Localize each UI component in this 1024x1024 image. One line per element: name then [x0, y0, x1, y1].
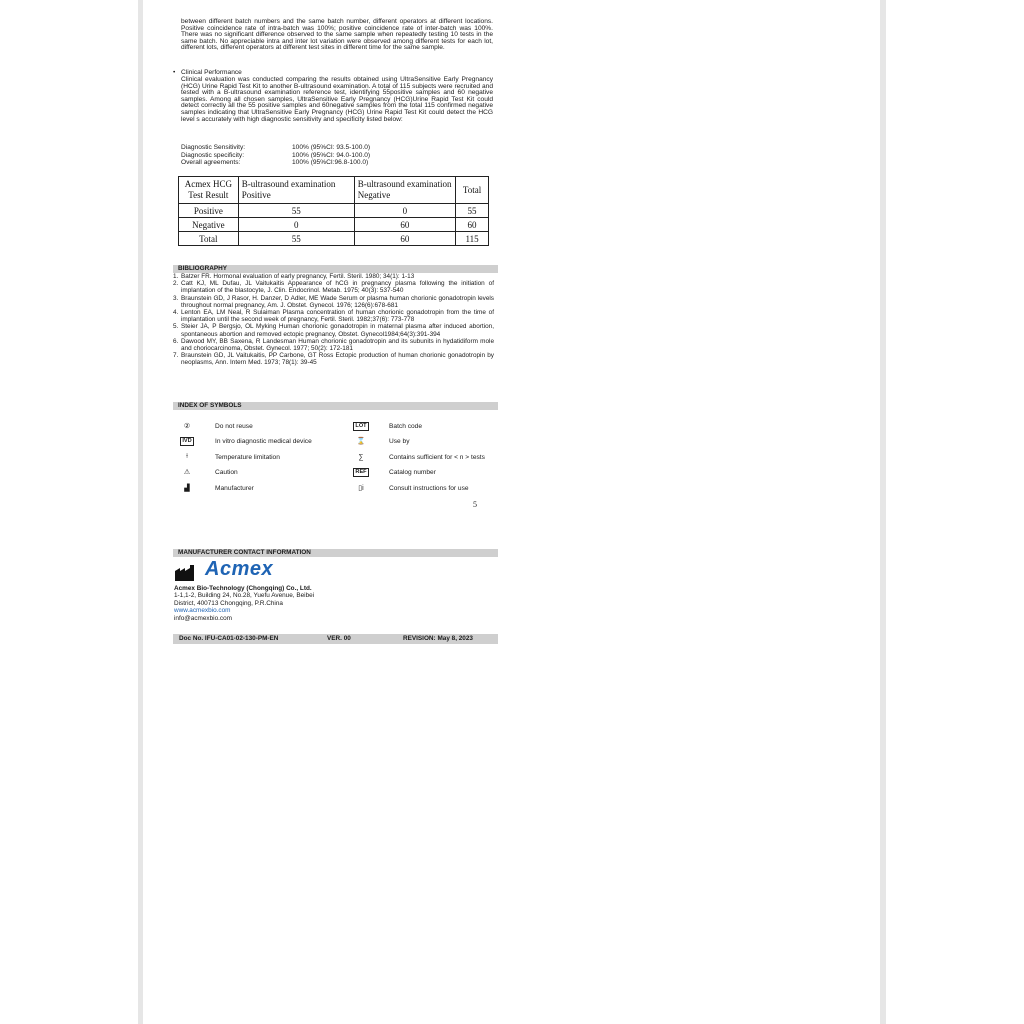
table-row: Positive 55 0 55 [179, 204, 489, 218]
clinical-heading: • Clinical Performance [173, 69, 242, 76]
lot-icon: LOT [355, 422, 367, 429]
list-item: 4. Lenton EA, LM Neal, R Sulaiman Plasma concentration of human chorionic gonadotropin from the time of implantation until the second week of pregnancy, Fertil. Steril. 1982;37(6): 773-778 [173, 309, 494, 324]
tests-icon: ∑ [358, 453, 364, 461]
clinical-stats [181, 144, 493, 167]
document-footer [173, 634, 498, 644]
doc-version: VER. 00 [327, 635, 351, 642]
symbol-item: ▟ Manufacturer [178, 482, 254, 494]
do-not-reuse-icon: ② [183, 423, 191, 430]
hourglass-icon: ⌛ [356, 438, 366, 445]
list-item: 1. Batzer FR. Hormonal evaluation of early pregnancy, Fertil. Steril. 1980; 34(1): 1-13 [173, 273, 415, 280]
table-header-row [179, 177, 489, 204]
table-header-cell: B-ultrasound examination Positive [238, 177, 354, 204]
list-item: 2. Catt KJ, ML Dufau, JL Vaitukaitis Appearance of hCG in pregnancy plasma following the initiation of implantation of the blastocyte, J. Clin. Endocrinol. Metab. 1975; 40(3): 537-540 [173, 280, 494, 295]
ref-icon: REF [355, 468, 367, 475]
website-link[interactable]: www.acmexbio.com [174, 607, 231, 615]
bibliography-heading: BIBLIOGRAPHY [173, 265, 498, 273]
table-row: Negative 0 60 60 [179, 218, 489, 232]
doc-number: Doc No. IFU-CA01-02-130-PM-EN [179, 635, 279, 642]
results-table [178, 176, 489, 246]
company-name: Acmex Bio-Technology (Chongqing) Co., Ltd. [174, 585, 312, 592]
consult-ifu-icon: ▯i [358, 485, 364, 492]
symbol-item: ▯i Consult instructions for use [352, 482, 469, 494]
table-header-cell: Total [456, 177, 489, 204]
symbol-item: REF Catalog number [355, 468, 436, 476]
manufacturer-address [174, 585, 374, 622]
list-item: 6. Dawood MY, BB Saxena, R Landesman Human chorionic gonadotropin and its subunits in hydatidiform mole and choriocarcinoma, Obstet. Gynecol. 1977; 50(2): 172-181 [173, 337, 494, 353]
symbols-heading: INDEX OF SYMBOLS [173, 402, 498, 410]
address-line: 1-1,1-2, Building 24, No.28, Yuefu Avenue, Beibei [174, 592, 315, 600]
symbol-item: IVD In vitro diagnostic medical device [182, 437, 312, 445]
list-item: 5. Steier JA, P Bergsjo, OL Myking Human chorionic gonadotropin in maternal plasma after induced abortion, spontaneous abortion and removed ectopic pregnancy, Obstet. Gynecol1984;64(3):391-394 [173, 323, 494, 338]
ivd-icon: IVD [182, 437, 192, 444]
table-header-cell: B-ultrasound examination Negative [354, 177, 455, 204]
caution-icon: ⚠ [183, 469, 191, 476]
manufacturer-icon: ▟ [184, 485, 190, 492]
manufacturer-heading: MANUFACTURER CONTACT INFORMATION [173, 549, 498, 557]
page-number: 5 [473, 500, 477, 509]
document-page [143, 0, 880, 1024]
intro-paragraph: between different batch numbers and the same batch number, different operators at different locations. Positive coincidence rate of intra-batch was 100%; positive coincidence rate of inter-batch was 100%. There was no significant difference observed to the same sample when repeatedly testing 10 tests in the same batch. No appreciable intra and inter lot variation were observed among different tests for each lot, different lots, different operators at different test sites in different time for the same sample. [181, 18, 493, 52]
bullet-icon: • [173, 69, 176, 76]
doc-revision: REVISION: May 8, 2023 [403, 635, 473, 642]
list-item: 3. Braunstein GD, J Rasor, H. Danzer, D Adler, ME Wade Serum or plasma human chorionic gonadotropin levels throughout normal pregnancy, Am. J. Obstet. Gynecol. 1976; 126(6):678-681 [173, 294, 494, 309]
clinical-paragraph: Clinical evaluation was conducted comparing the results obtained using UltraSensitive Early Pregnancy (HCG) Urine Rapid Test Kit to another B-ultrasound examination. A total of 115 subjects were recruited and tested with a B-ultrasound examination reference test, identifying 55positive samples and 60 negative samples. Among all chosen samples, UltraSensitive Early Pregnancy (HCG)Urine Rapid Test Kit could detect correctly all the 55 positive samples and 60negative samples from the total 115 confirmed negative samples indicating that UltraSensitive Early Pregnancy (HCG) Urine Rapid Test Kit could detect the HCG level s accurately with high diagnostic sensitivity and specificity listed below: [181, 76, 493, 123]
symbol-item: ⌛ Use by [352, 435, 410, 447]
symbol-item: ② Do not reuse [178, 420, 253, 432]
symbol-item: ⚠ Caution [178, 466, 238, 478]
email-address: info@acmexbio.com [174, 614, 232, 622]
table-header-cell: Acmex HCG Test Result [179, 177, 239, 204]
address-line: District, 400713 Chongqing, P.R.China [174, 599, 283, 607]
symbol-item: LOT Batch code [355, 422, 422, 430]
viewer-background [0, 0, 139, 1024]
stat-row: Overall agreements: 100% (95%CI:96.8-100.0) [181, 159, 369, 167]
list-item: 7. Braunstein GD, JL Vaitukaitis, PP Carbone, GT Ross Ectopic production of human chorionic gonadotropin by neoplasms, Ann. Intern Med. 1973; 78(1): 39-45 [173, 352, 494, 367]
table-row: Total 55 60 115 [179, 232, 489, 246]
stat-row: Diagnostic Sensitivity: 100% (95%CI: 93.5-100.0) [181, 144, 371, 151]
stat-row: Diagnostic specificity: 100% (95%CI: 94.0-100.0) [181, 151, 371, 159]
temperature-icon: ⟊ [186, 453, 188, 460]
symbol-item: ⟊ Temperature limitation [178, 451, 280, 463]
bibliography-list [173, 273, 494, 367]
symbol-item: ∑ Contains sufficient for < n > tests [352, 451, 485, 463]
brand-name: Acmex [205, 558, 274, 580]
manufacturer-logo [175, 558, 273, 581]
factory-icon [175, 565, 197, 581]
page-right-edge [880, 0, 886, 1024]
